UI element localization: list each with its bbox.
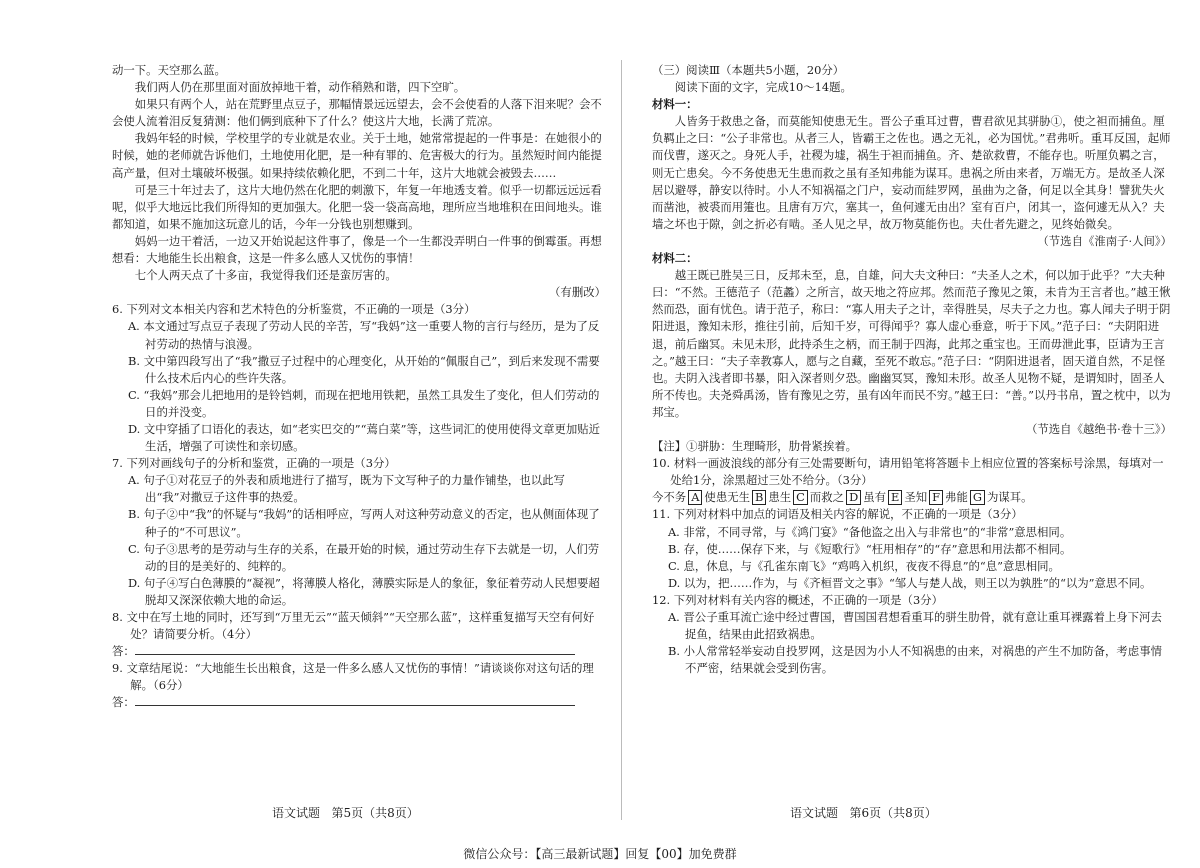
option: B. 小人常常轻举妄动自投罗网，这是因为小人不知祸患的由来，对祸患的产生不加防备，考虑事情不严密，结果就会受到伤害。 [667, 644, 1162, 676]
wechat-note: 微信公众号：【高三最新试题】回复【00】加免费群 [463, 847, 737, 861]
text-line: 七个人两天点了十多亩，我觉得我们还是蛮厉害的。 [134, 268, 397, 283]
text-line: 越王既已胜吴三日，反邦未至，息，自雄，问大夫文种曰：“夫圣人之术，何以加于此乎？”大夫种曰：“不然。王德范子（范蠡）之所言，故天地之符应邦。然而范子豫见之策，未肯为王言者也。”越王愀然而恐，面有忧色。请于范子，称曰：“寡人用夫子之计，幸得胜吴，尽夫子之力也。寡人闻夫子明于阴阳进退，豫知未形，推往引前，后知千岁，可得闻乎？寡人虚心垂意，听于下风。”范子曰：“夫阴阳进退，前后幽冥。未见未形，此持杀生之柄，而王制于四海，此邦之重宝也。王而毋泄此事，臣请为王言之。”越王曰：“夫子幸教寡人，愿与之自藏，至死不敢忘。”范子曰：“阴阳进退者，固天道自然，不足怪也。夫阴入浅者即书暴，阳入深者则夕恐。幽幽冥冥，豫知未形。故圣人见物不疑，是谓知时，固圣人所不传也。夫尧舜禹汤，皆有豫见之劳，虽有凶年而民不穷。”越王曰：“善。”以丹书帛，置之枕中，以为邦宝。 [652, 268, 1171, 419]
option: A. 晋公子重耳流亡途中经过曹国，曹国国君想看重耳的骈生肋骨，就有意让重耳裸露着上身下河去捉鱼，结果由此招致祸患。 [667, 610, 1162, 642]
option: A. 非常，不同寻常，与《鸿门宴》“备他盗之出入与非常也”的“非常”意思相同。 [667, 524, 1072, 539]
q10-segment: 圣知 [904, 490, 928, 505]
answer-label: 答： [112, 644, 135, 659]
right-page-content [652, 62, 1172, 677]
right-page-footer: 语文试题 第6页（共8页） [790, 806, 937, 820]
q10-segment: 今不务 [652, 490, 687, 505]
q10-segment: 弗能 [945, 490, 968, 505]
text-line: 材料一： [652, 97, 698, 112]
option: D. 以为，把……作为，与《齐桓晋文之事》“邹人与楚人战，则王以为孰胜”的“以为”意思不同。 [667, 575, 1152, 590]
text-line: 如果只有两个人，站在荒野里点豆子，那幅情景远远望去，会不会使看的人落下泪来呢？会不会使人流着泪反复猜测：他们俩到底种下了什么？使这片大地，长满了荒凉。 [112, 97, 602, 129]
answer-line [112, 643, 606, 660]
option: B. 存，使……保存下来，与《短歌行》“枉用相存”的“存”意思和用法都不相同。 [667, 541, 1072, 556]
q10-segment: 患生 [768, 490, 792, 505]
answer-box[interactable]: C [793, 490, 808, 505]
question: 6. 下列对文本相关内容和艺术特色的分析鉴赏，不正确的一项是（3分） [112, 302, 476, 317]
text-line: 材料二： [652, 251, 698, 266]
left-page-footer: 语文试题 第5页（共8页） [272, 806, 419, 820]
answer-box[interactable]: D [846, 490, 861, 505]
answer-label: 答： [112, 695, 135, 710]
option: A. 本文通过写点豆子表现了劳动人民的辛苦，写“我妈”这一重要人物的言行与经历，是为了反衬劳动的热情与浪漫。 [127, 319, 600, 351]
q10-segment-tail: 为谋耳。 [986, 490, 1033, 505]
text-line: 人皆务于救患之备，而莫能知使患无生。晋公子重耳过曹，曹君欲见其骈胁①，使之袒而捕鱼。厘负羁止之曰：“公子非常也。从者三人，皆霸王之佐也。遇之无礼，必为国忧。”君弗听。重耳反国，起师而伐曹，遂灭之。身死人手，社稷为墟，祸生于袒而捕鱼。齐、楚欲救曹，不能存也。听厘负羁之言，则无亡患矣。今不务使患无生患而救之虽有圣知弗能为谋耳。患祸之所由来者，万端无方。是故圣人深居以避辱，静安以待时。小人不知祸福之门户，妄动而絓罗网，虽曲为之备，何足以全其身！譬犹失火而凿池，被裘而用箑也。且唐有万穴，塞其一，鱼何遽无由出？室有百户，闭其一，盗何遽无从入？夫墙之坏也于隙，剑之折必有啮。圣人见之早，故万物莫能伤也。夫仕者先避之，见终始微矣。 [652, 114, 1171, 231]
text-line: （节选自《越绝书·卷十三》） [1026, 421, 1172, 436]
option: B. 句子②中“我”的怀疑与“我妈”的话相呼应，写两人对这种劳动意义的否定，也从侧面体现了种子的“不可思议”。 [127, 507, 600, 539]
option: D. 句子④写白色薄膜的“凝视”，将薄膜人格化，薄膜实际是人的象征，象征着劳动人民想要超脱却又深深依赖大地的命运。 [127, 575, 600, 607]
q10-segment: 使患无生 [704, 490, 750, 505]
q10-segment: 而救之 [809, 490, 845, 505]
question: 9. 文章结尾说：“大地能生长出粮食，这是一件多么感人又忧伤的事情！”请谈谈你对这句话的理解。（6分） [112, 661, 594, 693]
answer-blank[interactable] [135, 654, 575, 655]
answer-box[interactable]: F [929, 490, 943, 505]
question: 12. 下列对材料有关内容的概述，不正确的一项是（3分） [652, 592, 943, 607]
option: C. “我妈”那会儿把地用的是铃铛刺，而现在把地用铁耙，虽然工具发生了变化，但人们劳动的日的并没变。 [127, 387, 600, 419]
answer-box[interactable]: A [688, 490, 702, 505]
text-line: （节选自《淮南子·人间》） [1037, 233, 1172, 248]
option: C. 句子③思考的是劳动与生存的关系，在最开始的时候，通过劳动生存下去就是一切，人们劳动的目的是美好的、纯粹的。 [127, 541, 600, 573]
question: 7. 下列对画线句子的分析和鉴赏，正确的一项是（3分） [112, 456, 396, 471]
question: 10. 材料一画波浪线的部分有三处需要断句，请用铅笔将答题卡上相应位置的答案标号涂黑，每填对一处给1分，涂黑超过三处不给分。（3分） [652, 456, 1164, 488]
text-line: （三）阅读Ⅲ（本题共5小题，20分） [652, 63, 845, 77]
option: A. 句子①对花豆子的外表和质地进行了描写，既为下文写种子的力量作铺垫，也以此写出“我”对撒豆子这件事的热爱。 [127, 473, 565, 505]
question: 8. 文中在写土地的同时，还写到“万里无云”“蓝天倾斜”“天空那么蓝”，这样重复描写天空有何好处？请简要分析。（4分） [112, 610, 595, 642]
answer-box[interactable]: E [888, 490, 902, 505]
option: C. 息，休息，与《孔雀东南飞》“鸡鸣入机织，夜夜不得息”的“息”意思相同。 [667, 558, 1060, 573]
text-line: 我们两人仍在那里面对面放掉地干着，动作稍熟和谐，四下空旷。 [134, 80, 466, 95]
q10-segment: 虽有 [863, 490, 887, 505]
answer-blank[interactable] [135, 705, 575, 706]
text-line: （有删改） [549, 285, 606, 300]
q10-answer-boxes [652, 489, 1172, 506]
answer-line [112, 694, 606, 711]
right-exam-page [622, 0, 1200, 868]
answer-box[interactable]: B [752, 490, 766, 505]
question: 11. 下列对材料中加点的词语及相关内容的解说，不正确的一项是（3分） [652, 507, 1023, 522]
text-line: 【注】①骈胁：生理畸形，肋骨紧挨着。 [652, 439, 858, 454]
option: D. 文中穿插了口语化的表达，如“老实巴交的”“蔫白菜”等，这些词汇的使用使得文章更加贴近生活，增强了可读性和亲切感。 [127, 421, 601, 454]
option: B. 文中第四段写出了“我”撒豆子过程中的心理变化，从开始的“佩服自己”，到后来发现不需要什么技术后内心的些许失落。 [127, 353, 600, 385]
text-line: 可是三十年过去了，这片大地仍然在化肥的刺激下，年复一年地透支着。似乎一切都远远远看呢，似乎大地远比我们所得知的更加强大。化肥一袋一袋高高地，理所应当地堆积在田间地头。谁都知道，如果不施加这玩意儿的话，今年一分钱也别想赚到。 [112, 182, 602, 231]
left-page-content [112, 62, 606, 712]
text-line: 动一下。天空那么蓝。 [112, 63, 226, 77]
text-line: 阅读下面的文字，完成10～14题。 [674, 80, 852, 95]
text-line: 我妈年轻的时候，学校里学的专业就是农业。关于土地，她常常提起的一件事是：在她很小的时候，她的老师就告诉他们，土地使用化肥，是一种有罪的、危害极大的行为。虽然短时间内能提高产量，但对土壤破坏极强。如果持续依赖化肥，不到二十年，这片大地就会被毁去…… [112, 131, 602, 180]
answer-box[interactable]: G [970, 490, 985, 505]
text-line: 妈妈一边干着活，一边又开始说起这件事了，像是一个一生都没弄明白一件事的倒霉蛋。再想想看：大地能生长出粮食，这是一件多么感人又忧伤的事情！ [112, 233, 602, 266]
